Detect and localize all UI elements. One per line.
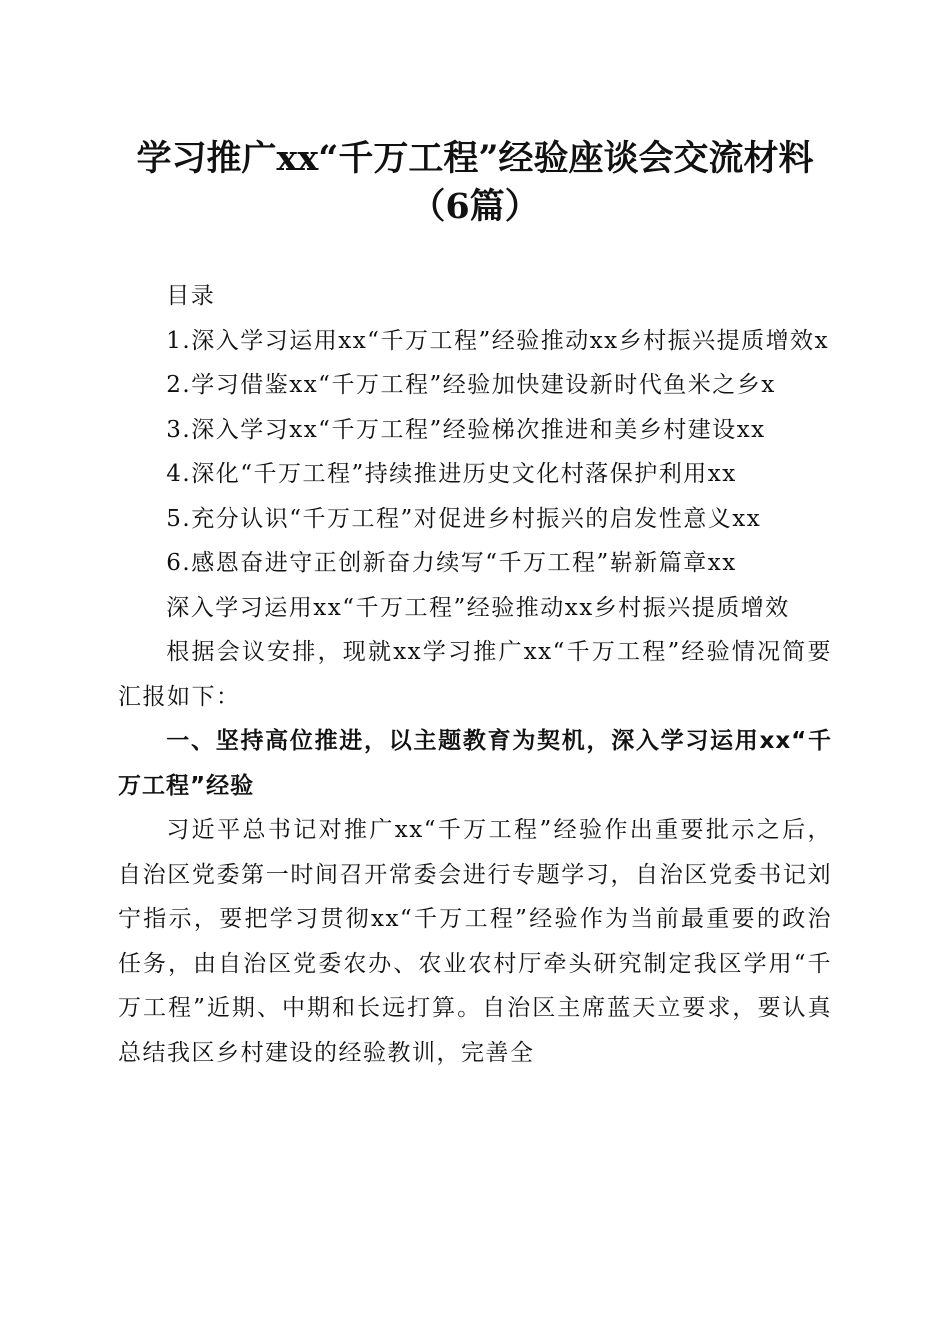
toc-item: 6.感恩奋进守正创新奋力续写“千万工程”崭新篇章xx — [166, 550, 737, 576]
toc-item: 4.深化“千万工程”持续推进历史文化村落保护利用xx — [166, 461, 737, 487]
document-body — [118, 274, 832, 1075]
toc-item: 1.深入学习运用xx“千万工程”经验推动xx乡村振兴提质增效x — [166, 327, 830, 354]
section-heading: 一、坚持高位推进，以主题教育为契机，深入学习运用xx“千万工程”经验 — [118, 728, 832, 799]
article-intro: 根据会议安排，现就xx学习推广xx“千万工程”经验情况简要汇报如下： — [118, 639, 832, 710]
toc-item: 5.充分认识“千万工程”对促进乡村振兴的启发性意义xx — [166, 505, 762, 532]
toc-item: 3.深入学习xx“千万工程”经验梯次推进和美乡村建设xx — [166, 416, 766, 443]
article-title: 深入学习运用xx“千万工程”经验推动xx乡村振兴提质增效 — [166, 594, 790, 621]
toc-item: 2.学习借鉴xx“千万工程”经验加快建设新时代鱼米之乡x — [166, 372, 776, 398]
document-title: 学习推广xx“千万工程”经验座谈会交流材料（6篇） — [136, 138, 814, 227]
toc-label: 目录 — [166, 283, 216, 309]
section-paragraph: 习近平总书记对推广xx“千万工程”经验作出重要批示之后，自治区党委第一时间召开常委会进行专题学习，自治区党委书记刘宁指示，要把学习贯彻xx“千万工程”经验作为当前最重要的政治任务，由自治区党委农办、农业农村厅牵头研究制定我区学用“千万工程”近期、中期和长远打算。自治区主席蓝天立要求，要认真总结我区乡村建设的经验教训，完善全 — [118, 817, 832, 1066]
